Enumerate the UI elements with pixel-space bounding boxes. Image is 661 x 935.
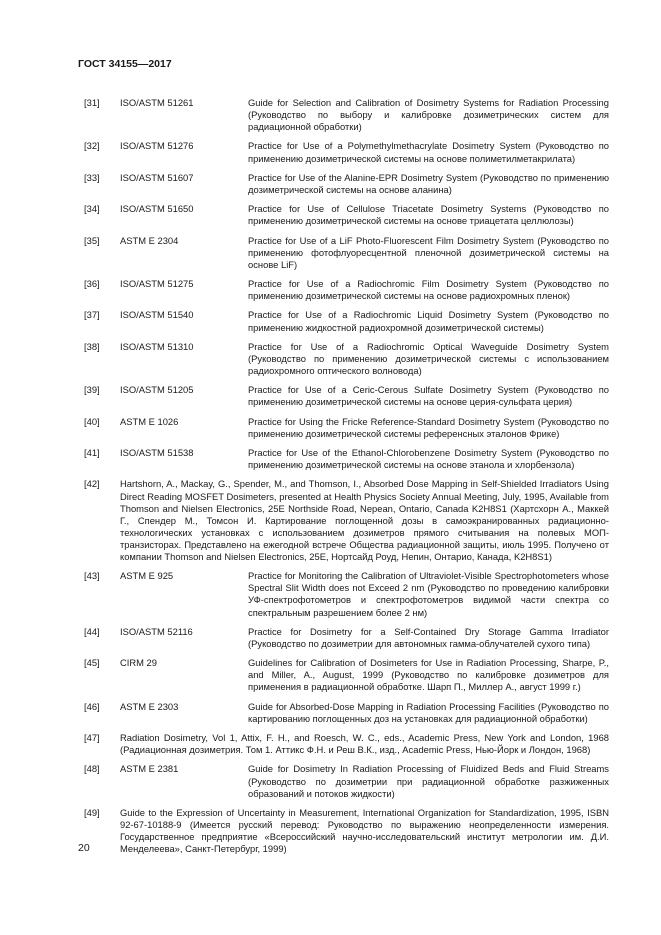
reference-number: [40] <box>84 415 100 427</box>
reference-number: [43] <box>84 570 100 582</box>
reference-description: Practice for Dosimetry for a Self-Contained Dry Storage Gamma Irradiator (Руководство по дозиметрии для автономных гамма-облучателей сухого типа) <box>248 625 609 649</box>
reference-description: Guide for Dosimetry In Radiation Processing of Fluidized Beds and Fluid Streams (Руководство по дозиметрии при радиационной обработке разжиженных образований и потоков жидкости) <box>248 763 609 799</box>
reference-description: Practice for Use of the Alanine-EPR Dosimetry System (Руководство по применению дозиметрической системы на основе аланина) <box>248 171 609 195</box>
reference-item <box>84 626 609 650</box>
reference-code: ISO/ASTM 51276 <box>120 140 194 152</box>
reference-number: [37] <box>84 309 100 321</box>
reference-item <box>84 97 609 133</box>
reference-number: [49] <box>84 806 100 818</box>
reference-description: Practice for Use of the Ethanol-Chlorobenzene Dosimetry System (Руководство по применению дозиметрической системы на основе этанола и хлорбензола) <box>248 447 609 471</box>
reference-description: Practice for Use of a Radiochromic Liquid Dosimetry System (Руководство по применению жидкостной радиохромной дозиметрической системы) <box>248 309 609 333</box>
reference-number: [44] <box>84 625 100 637</box>
reference-description: Practice for Using the Fricke Reference-Standard Dosimetry System (Руководство по применению дозиметрической системы референсных эталонов Фрике) <box>248 415 609 439</box>
reference-item <box>84 172 609 196</box>
reference-item <box>84 384 609 408</box>
reference-item <box>84 732 609 756</box>
reference-item <box>84 278 609 302</box>
reference-description: Guide to the Expression of Uncertainty in Measurement, International Organization for Standardization, 1995, ISBN 92-67-10188-9 (Имеется русский перевод: Руководство по выражению неопределенности измерения. Государственное предприятие «Всероссийский научно-исследовательский институт метрологии им. Д.И. Менделеева», Санкт-Петербург, 1999) <box>120 806 609 855</box>
reference-number: [33] <box>84 171 100 183</box>
reference-description: Hartshorn, A., Mackay, G., Spender, M., and Thomson, I., Absorbed Dose Mapping in Self-Shielded Irradiators Using Direct Reading MOSFET Dosimeters, presented at Health Physics Society Annual Meeting, July, 1995, Available from Thomson and Nielsen Electronics, 25E Northside Road, Nepean, Ontario, Canada K2H8S1 (Хартсхорн А., Маккей Г., Спендер М., Томсон И. Картирование поглощенной дозы в самоэкранированных радиационно-технологических установках с использованием дозиметров прямого считывания на полевых МОП-транзисторах. Представлено на ежегодной встрече Общества радиационной защиты, июль 1995. Получено от компании Thomson and Nielsen Electronics, 25E, Нортсайд Роуд, Непин, Онтарио, Канада, K2H8S1) <box>120 478 609 562</box>
reference-number: [45] <box>84 657 100 669</box>
reference-description: Practice for Use of a Radiochromic Film Dosimetry System (Руководство по применению дозиметрической системы на основе радиохромных пленок) <box>248 278 609 302</box>
reference-code: ISO/ASTM 51205 <box>120 384 194 396</box>
reference-item <box>84 763 609 799</box>
reference-description: Practice for Use of a Ceric-Cerous Sulfate Dosimetry System (Руководство по применению дозиметрической системы на основе церия-сульфата церия) <box>248 384 609 408</box>
reference-description: Guidelines for Calibration of Dosimeters for Use in Radiation Processing, Sharpe, P., and Miller, A., August, 1999 (Руководство по калибровке дозиметров для применения в радиационной обработке. Шарп П., Миллер А., август 1999 г.) <box>248 657 609 693</box>
reference-code: ISO/ASTM 51650 <box>120 203 194 215</box>
reference-description: Guide for Absorbed-Dose Mapping in Radiation Processing Facilities (Руководство по картированию поглощенных доз на установках для радиационной обработки) <box>248 700 609 724</box>
reference-code: ISO/ASTM 51538 <box>120 447 194 459</box>
reference-number: [38] <box>84 340 100 352</box>
reference-item <box>84 478 609 563</box>
reference-code: ASTM E 2303 <box>120 700 179 712</box>
reference-number: [35] <box>84 234 100 246</box>
reference-number: [48] <box>84 763 100 775</box>
reference-code: ISO/ASTM 51310 <box>120 340 194 352</box>
reference-code: ISO/ASTM 51261 <box>120 97 194 108</box>
reference-code: ASTM E 1026 <box>120 415 179 427</box>
reference-code: CIRM 29 <box>120 657 157 669</box>
reference-item <box>84 807 609 855</box>
reference-item <box>84 416 609 440</box>
reference-description: Practice for Use of a Polymethylmethacrylate Dosimetry System (Руководство по применению дозиметрической системы на основе полиметилметакрилата) <box>248 140 609 164</box>
reference-item <box>84 341 609 377</box>
reference-code: ISO/ASTM 51275 <box>120 278 194 290</box>
reference-description: Practice for Use of a LiF Photo-Fluorescent Film Dosimetry System (Руководство по применению фотофлуоресцентной пленочной дозиметрической системы на основе LiF) <box>248 234 609 270</box>
reference-number: [36] <box>84 278 100 290</box>
reference-item <box>84 235 609 271</box>
reference-number: [31] <box>84 97 100 108</box>
reference-number: [32] <box>84 140 100 152</box>
reference-code: ISO/ASTM 52116 <box>120 625 193 637</box>
reference-number: [41] <box>84 447 100 459</box>
reference-code: ISO/ASTM 51607 <box>120 171 194 183</box>
reference-code: ASTM E 925 <box>120 570 174 582</box>
reference-code: ISO/ASTM 51540 <box>120 309 194 321</box>
reference-item <box>84 140 609 164</box>
reference-number: [46] <box>84 700 100 712</box>
reference-number: [34] <box>84 203 100 215</box>
reference-item <box>84 203 609 227</box>
reference-description: Practice for Monitoring the Calibration of Ultraviolet-Visible Spectrophotometers whose Spectral Slit Width does not Exceed 2 nm (Руководство по проведению калибровки УФ-спектрофотометров и спектрофотометров видимой части спектра со спектральным разрешением более 2 нм) <box>248 570 609 618</box>
page-number: 20 <box>78 842 90 854</box>
reference-number: [47] <box>84 732 100 744</box>
document-header: ГОСТ 34155—2017 <box>78 58 172 70</box>
reference-item <box>84 570 609 618</box>
reference-description: Radiation Dosimetry, Vol 1, Attix, F. H., and Roesch, W. C., eds., Academic Press, New York and London, 1968 (Радиационная дозиметрия. Том 1. Аттикс Ф.Н. и Реш В.К., изд., Academic Press, Нью-Йорк и Лондон, 1968) <box>120 732 609 756</box>
reference-item <box>84 309 609 333</box>
reference-description: Practice for Use of a Radiochromic Optical Waveguide Dosimetry System (Руководство по применению дозиметрической системы с использованием радиохромного оптического волновода) <box>248 340 609 376</box>
reference-number: [42] <box>84 478 100 490</box>
reference-item <box>84 447 609 471</box>
reference-number: [39] <box>84 384 100 396</box>
reference-list <box>84 97 609 862</box>
reference-description: Practice for Use of Cellulose Triacetate Dosimetry Systems (Руководство по применению дозиметрической системы на основе триацетата целлюлозы) <box>248 203 609 227</box>
reference-item <box>84 657 609 693</box>
reference-item <box>84 701 609 725</box>
reference-code: ASTM E 2304 <box>120 234 179 246</box>
reference-code: ASTM E 2381 <box>120 763 179 775</box>
reference-description: Guide for Selection and Calibration of Dosimetry Systems for Radiation Processing (Руководство по выбору и калибровке дозиметрических систем для радиационной обработки) <box>248 97 609 133</box>
